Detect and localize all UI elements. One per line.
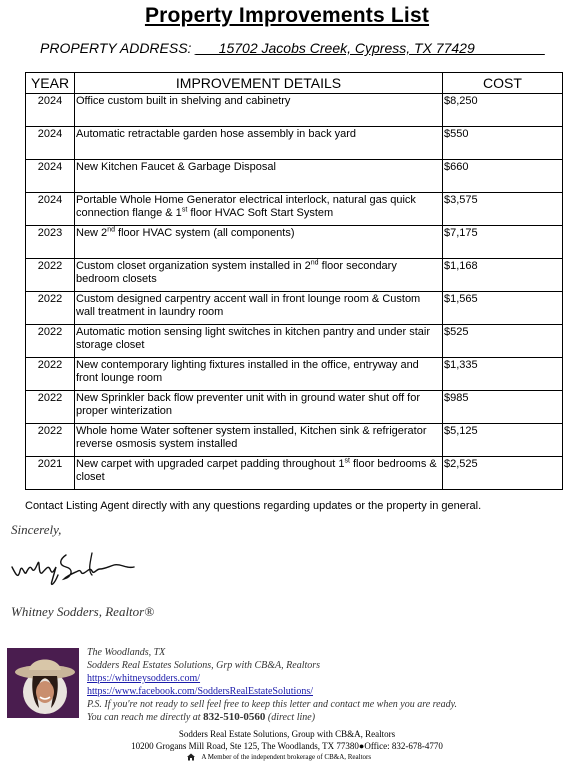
signature-image [8, 545, 138, 595]
row-year: 2024 [26, 160, 75, 193]
footer-ps: P.S. If you're not ready to sell feel free to keep this letter and contact me when you are ready. [87, 699, 458, 710]
row-year: 2022 [26, 292, 75, 325]
contact-note: Contact Listing Agent directly with any questions regarding updates or the property in general. [25, 500, 482, 512]
property-address [40, 40, 545, 56]
phone-number: 832-510-0560 [203, 711, 266, 723]
row-year: 2022 [26, 391, 75, 424]
table-row [26, 94, 563, 127]
table-row [26, 226, 563, 259]
row-details: Whole home Water softener system installed, Kitchen sink & refrigerator reverse osmosis system installed [75, 424, 443, 457]
row-details: Automatic retractable garden hose assembly in back yard [75, 127, 443, 160]
agent-name: Whitney Sodders, Realtor® [11, 604, 155, 619]
row-details: New Kitchen Faucet & Garbage Disposal [75, 160, 443, 193]
row-details: Custom closet organization system installed in 2nd floor secondary bedroom closets [75, 259, 443, 292]
table-row [26, 358, 563, 391]
row-cost: $8,250 [443, 94, 563, 127]
column-header-details: IMPROVEMENT DETAILS [75, 73, 443, 94]
footer-brokerage: Sodders Real Estates Solutions, Grp with CB&A, Realtors [87, 660, 321, 671]
row-cost: $1,335 [443, 358, 563, 391]
facebook-link[interactable]: https://www.facebook.com/SoddersRealEstateSolutions/ [87, 686, 313, 697]
table-row [26, 127, 563, 160]
company-address: 10200 Grogans Mill Road, Ste 125, The Woodlands, TX 77380●Office: 832-678-4770 [131, 741, 443, 751]
row-year: 2022 [26, 259, 75, 292]
row-details: Portable Whole Home Generator electrical interlock, natural gas quick connection flange & 1st floor HVAC Soft Start System [75, 193, 443, 226]
row-cost: $660 [443, 160, 563, 193]
row-cost: $1,168 [443, 259, 563, 292]
reach-suffix: (direct line) [267, 712, 316, 723]
row-details: New carpet with upgraded carpet padding throughout 1st floor bedrooms & closet [75, 457, 443, 490]
company-block [0, 728, 574, 752]
row-cost: $1,565 [443, 292, 563, 325]
row-year: 2022 [26, 424, 75, 457]
page-title: Property Improvements List [144, 4, 430, 27]
company-name: Sodders Real Estate Solutions, Group with CB&A, Realtors [178, 729, 396, 739]
website-link[interactable]: https://whitneysodders.com/ [87, 673, 201, 684]
member-line [186, 753, 371, 761]
table-header-row [26, 73, 563, 94]
footer-reach-line [87, 711, 457, 724]
row-details: New Sprinkler back flow preventer unit with in ground water shut off for proper winterization [75, 391, 443, 424]
house-icon [186, 753, 196, 761]
row-year: 2024 [26, 94, 75, 127]
agent-footer [87, 646, 457, 724]
row-year: 2023 [26, 226, 75, 259]
address-label: PROPERTY ADDRESS: [40, 40, 192, 56]
row-details: Automatic motion sensing light switches in kitchen pantry and under stair storage closet [75, 325, 443, 358]
row-details: Office custom built in shelving and cabinetry [75, 94, 443, 127]
table-row [26, 325, 563, 358]
row-cost: $985 [443, 391, 563, 424]
row-cost: $5,125 [443, 424, 563, 457]
row-details: New contemporary lighting fixtures installed in the office, entryway and front lounge room [75, 358, 443, 391]
column-header-cost: COST [443, 73, 563, 94]
row-cost: $525 [443, 325, 563, 358]
table-row [26, 391, 563, 424]
table-row [26, 193, 563, 226]
row-year: 2022 [26, 358, 75, 391]
address-value: ___15702 Jacobs Creek, Cypress, TX 77429_________ [195, 40, 545, 56]
closing-text: Sincerely, [11, 522, 62, 537]
table-row [26, 259, 563, 292]
table-row [26, 160, 563, 193]
row-year: 2021 [26, 457, 75, 490]
row-year: 2022 [26, 325, 75, 358]
column-header-year: YEAR [26, 73, 75, 94]
row-details: New 2nd floor HVAC system (all components) [75, 226, 443, 259]
table-row [26, 457, 563, 490]
row-cost: $550 [443, 127, 563, 160]
row-cost: $7,175 [443, 226, 563, 259]
row-details: Custom designed carpentry accent wall in front lounge room & Custom wall treatment in laundry room [75, 292, 443, 325]
table-row [26, 424, 563, 457]
improvements-table [25, 72, 563, 490]
row-cost: $3,575 [443, 193, 563, 226]
agent-photo [7, 648, 79, 718]
reach-prefix: You can reach me directly at [87, 712, 201, 723]
agent-photo-image [7, 648, 79, 718]
row-cost: $2,525 [443, 457, 563, 490]
table-row [26, 292, 563, 325]
row-year: 2024 [26, 193, 75, 226]
row-year: 2024 [26, 127, 75, 160]
member-text: A Member of the independent brokerage of CB&A, Realtors [201, 753, 372, 761]
footer-location: The Woodlands, TX [87, 647, 166, 658]
